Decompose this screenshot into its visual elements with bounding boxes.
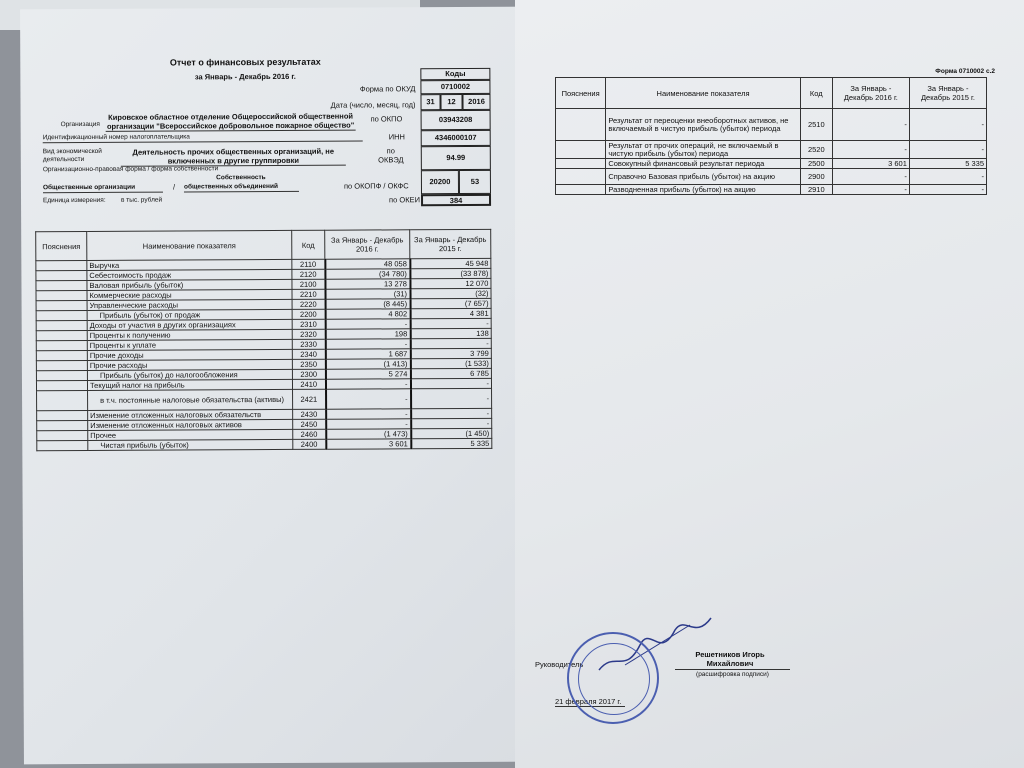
org-name-line-1: Кировское областное отделение Общероссийской общественной [108, 111, 354, 122]
row-previous-value: (7 657) [410, 298, 491, 308]
row-name: Изменение отложенных налоговых обязательств [88, 409, 293, 420]
table2-row [556, 109, 987, 141]
okved-label-line-2: ОКВЭД [378, 155, 404, 165]
row-code: 2421 [293, 389, 326, 409]
row-code: 2220 [292, 299, 325, 309]
activity-label [43, 148, 102, 164]
row-code: 2110 [292, 259, 325, 269]
row-current-value: - [832, 109, 909, 141]
okud-code: 0710002 [420, 80, 490, 94]
row-name: Управленческие расходы [87, 299, 292, 310]
row-name: Изменение отложенных налоговых активов [88, 419, 293, 430]
activity-value-line-1: Деятельность прочих общественных организаций, не [132, 146, 335, 157]
signer-name-line-2: Михайлович [706, 659, 754, 668]
activity-label-line-2: деятельности [42, 155, 85, 164]
row-notes [556, 185, 606, 195]
okud-label: Форма по ОКУД [359, 84, 416, 94]
row-code: 2400 [293, 439, 326, 449]
row-previous-value: (32) [410, 288, 491, 298]
row-notes [36, 360, 87, 370]
codes-header: Коды [420, 68, 490, 80]
okved-label [371, 146, 411, 164]
row-previous-value: 5 335 [411, 438, 492, 448]
row-current-value: 13 278 [325, 279, 410, 289]
row-name: Совокупный финансовый результат периода [606, 159, 800, 169]
row-notes [36, 310, 87, 320]
row-name: в т.ч. постоянные налоговые обязательства (активы) [88, 389, 293, 410]
row-code: 2210 [292, 289, 325, 299]
row-current-value: - [325, 339, 410, 349]
activity-label-line-1: Вид экономической [42, 147, 102, 156]
table2-row [556, 185, 987, 195]
row-code: 2120 [292, 269, 325, 279]
row-notes [36, 270, 87, 280]
row-name: Валовая прибыль (убыток) [87, 279, 292, 290]
row-name: Доходы от участия в других организациях [87, 319, 292, 330]
row-notes [37, 440, 88, 450]
activity-value [121, 147, 346, 167]
row-code: 2430 [293, 409, 326, 419]
row-previous-value: 6 785 [410, 368, 491, 378]
row-notes [36, 340, 87, 350]
org-name [106, 112, 356, 132]
row-current-value: (1 473) [326, 429, 411, 439]
col2-code-header: Код [800, 78, 832, 109]
signer-name-line-1: Решетников Игорь [695, 650, 765, 659]
row-previous-value: - [410, 378, 491, 388]
row-previous-value: - [410, 318, 491, 328]
col-notes-header: Пояснения [36, 231, 87, 260]
row-name: Результат от прочих операций, не включаемый в чистую прибыль (убыток) периода [606, 141, 800, 159]
row-notes [36, 380, 87, 390]
row-notes [37, 410, 88, 420]
stamp-seal [567, 632, 659, 724]
table2-row [556, 169, 987, 185]
signer-title: Руководитель [535, 660, 584, 669]
row-notes [556, 169, 606, 185]
row-previous-value: - [411, 418, 492, 428]
financial-results-table [35, 229, 492, 451]
row-previous-value: 12 070 [410, 278, 491, 288]
activity-value-line-2: включенных в другие группировки [167, 155, 299, 166]
row-notes [36, 300, 87, 310]
row-current-value: - [325, 379, 410, 389]
row-code: 2450 [293, 419, 326, 429]
form-slash: / [172, 182, 176, 192]
table-row [37, 388, 492, 410]
row-code: 2410 [292, 379, 325, 389]
row-code: 2910 [800, 185, 832, 195]
org-label: Организация [60, 120, 100, 129]
col2-notes-header: Пояснения [556, 78, 606, 109]
comprehensive-result-table [555, 77, 987, 195]
row-notes [36, 290, 87, 300]
row-notes [556, 141, 606, 159]
inn-row-label: Идентификационный номер налогоплательщика [43, 133, 363, 144]
row-name: Чистая прибыль (убыток) [88, 439, 293, 450]
table2-row [556, 159, 987, 169]
row-previous-value: 3 799 [410, 348, 491, 358]
row-current-value: 3 601 [832, 159, 909, 169]
col-name-header: Наименование показателя [87, 230, 292, 260]
date-label: Дата (число, месяц, год) [330, 100, 416, 110]
report-page-1 [20, 7, 529, 765]
row-current-value: - [832, 185, 909, 195]
row-previous-value: (1 533) [410, 358, 491, 368]
row-previous-value: (33 878) [410, 268, 491, 278]
row-name: Результат от переоценки внеоборотных активов, не включаемый в чистую прибыль (убыток) периода [606, 109, 800, 141]
row-current-value: - [325, 319, 410, 329]
row-notes [36, 280, 87, 290]
date-year: 2016 [462, 94, 490, 110]
col-current-header: За Январь - Декабрь 2016 г. [325, 230, 410, 259]
row-notes [37, 430, 88, 440]
row-current-value: - [326, 409, 411, 419]
okpo-label: по ОКПО [370, 114, 403, 124]
date-day: 31 [420, 94, 440, 110]
row-notes [36, 320, 87, 330]
row-notes [36, 370, 87, 380]
row-name: Коммерческие расходы [87, 289, 292, 300]
row-name: Справочно Базовая прибыль (убыток) на акцию [606, 169, 800, 185]
row-name: Текущий налог на прибыль [87, 379, 292, 390]
col2-name-header: Наименование показателя [606, 78, 800, 109]
row-current-value: 3 601 [326, 439, 411, 449]
row-notes [556, 159, 606, 169]
table2-header-row [556, 78, 987, 109]
col-previous-header: За Январь - Декабрь 2015 г. [410, 229, 491, 258]
row-previous-value: 5 335 [909, 159, 986, 169]
col2-current-header: За Январь - Декабрь 2016 г. [832, 78, 909, 109]
row-notes [36, 350, 87, 360]
row-current-value: - [326, 419, 411, 429]
row-code: 2900 [800, 169, 832, 185]
row-notes [36, 260, 87, 270]
row-current-value: - [832, 141, 909, 159]
ownership-2: общественных объединений [184, 183, 299, 193]
table2-row [556, 141, 987, 159]
row-previous-value: - [909, 109, 986, 141]
row-notes [37, 390, 88, 410]
row-name: Прочие расходы [87, 359, 292, 370]
row-name: Прочее [88, 429, 293, 440]
row-current-value: (34 780) [325, 269, 410, 279]
col2-previous-header: За Январь - Декабрь 2015 г. [909, 78, 986, 109]
unit-label: Единица измерения: [43, 196, 106, 205]
row-previous-value: - [411, 388, 492, 408]
inn-label: ИНН [388, 132, 405, 142]
row-name: Разводненная прибыль (убыток) на акцию [606, 185, 800, 195]
row-current-value: - [326, 389, 411, 409]
row-name: Проценты к уплате [87, 339, 292, 350]
org-form: Общественные организации [43, 184, 163, 194]
row-code: 2320 [292, 329, 325, 339]
row-current-value: (1 413) [325, 359, 410, 369]
row-current-value: 48 058 [325, 259, 410, 269]
report-title: Отчет о финансовых результатах [169, 56, 321, 68]
okpo-code: 03943208 [421, 110, 491, 130]
okved-label-line-1: по [386, 146, 395, 156]
row-code: 2520 [800, 141, 832, 159]
okved-code: 94.99 [421, 146, 491, 170]
row-name: Прибыль (убыток) до налогообложения [87, 369, 292, 380]
row-name: Себестоимость продаж [87, 269, 292, 280]
row-current-value: (8 445) [325, 299, 410, 309]
row-code: 2200 [292, 309, 325, 319]
unit-value: в тыс. рублей [121, 196, 163, 204]
row-previous-value: - [909, 185, 986, 195]
form-label: Организационно-правовая форма / форма собственности [42, 165, 219, 174]
report-period: за Январь - Декабрь 2016 г. [194, 71, 296, 82]
table-header-row [36, 229, 491, 260]
row-code: 2100 [292, 279, 325, 289]
row-current-value: 4 802 [325, 309, 410, 319]
org-name-line-2: организации "Всероссийское добровольное пожарное общество" [106, 120, 355, 131]
row-code: 2310 [292, 319, 325, 329]
row-name: Проценты к получению [87, 329, 292, 340]
row-code: 2330 [292, 339, 325, 349]
row-name: Прибыль (убыток) от продаж [87, 309, 292, 320]
row-previous-value: 138 [410, 328, 491, 338]
sign-date: 21 февраля 2017 г. [555, 697, 625, 707]
row-name: Прочие доходы [87, 349, 292, 360]
date-month: 12 [440, 94, 462, 110]
inn-code: 4346000107 [421, 130, 491, 146]
row-current-value: (31) [325, 289, 410, 299]
okei-code: 384 [421, 194, 491, 206]
row-previous-value: 4 381 [410, 308, 491, 318]
row-notes [36, 330, 87, 340]
row-previous-value: - [410, 338, 491, 348]
row-previous-value: - [411, 408, 492, 418]
row-code: 2340 [292, 349, 325, 359]
row-previous-value: - [909, 169, 986, 185]
row-previous-value: - [909, 141, 986, 159]
okfs-code: 53 [459, 170, 491, 194]
row-code: 2350 [292, 359, 325, 369]
col-code-header: Код [292, 230, 325, 259]
row-notes [556, 109, 606, 141]
signer-caption: (расшифровка подписи) [696, 671, 769, 678]
row-current-value: - [832, 169, 909, 185]
okopf-code: 20200 [421, 170, 459, 194]
row-previous-value: 45 948 [410, 258, 491, 268]
ownership: Собственность [216, 174, 266, 182]
okopf-label: по ОКОПФ / ОКФС [343, 181, 409, 191]
page2-form-label: Форма 0710002 с.2 [935, 68, 995, 75]
row-current-value: 1 687 [325, 349, 410, 359]
row-name: Выручка [87, 259, 292, 270]
table-row [37, 438, 492, 450]
row-current-value: 5 274 [325, 369, 410, 379]
okei-label: по ОКЕИ [389, 195, 420, 205]
row-previous-value: (1 450) [411, 428, 492, 438]
row-code: 2500 [800, 159, 832, 169]
row-current-value: 198 [325, 329, 410, 339]
row-code: 2460 [293, 429, 326, 439]
row-notes [37, 420, 88, 430]
row-code: 2510 [800, 109, 832, 141]
row-code: 2300 [292, 369, 325, 379]
